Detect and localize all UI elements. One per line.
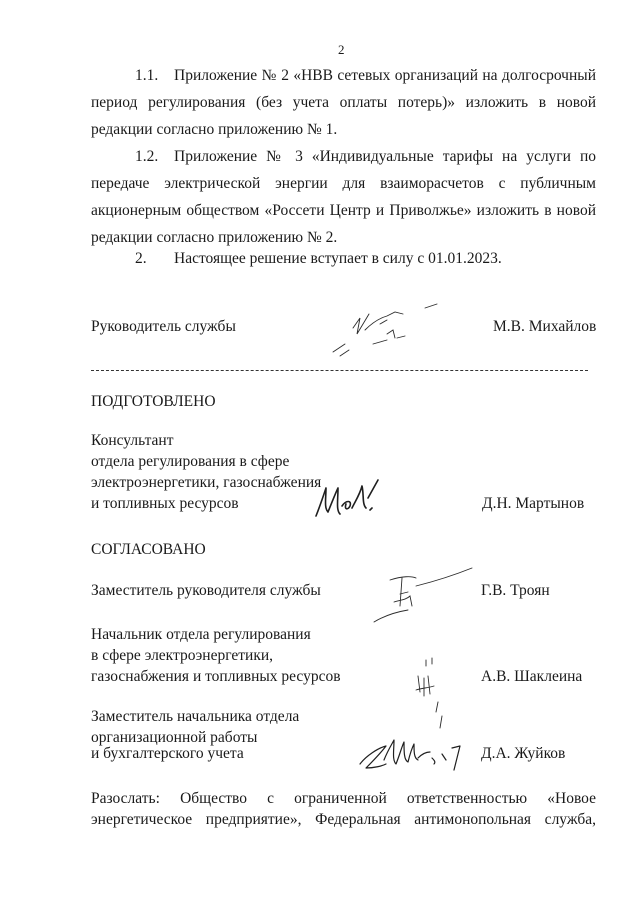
- agreed-2-signature: [404, 656, 454, 732]
- agreed-3-position-line-3: и бухгалтерского учета: [91, 745, 244, 762]
- item-1-2-number: 1.2.: [135, 148, 159, 165]
- page-number: 2: [338, 42, 345, 57]
- agreed-1-name: Г.В. Троян: [481, 582, 550, 599]
- item-1-2-line-1: Приложение № 3 «Индивидуальные тарифы на услуги по: [174, 148, 596, 165]
- agreed-heading: СОГЛАСОВАНО: [91, 541, 206, 558]
- agreed-2-position-line-3: газоснабжения и топливных ресурсов: [91, 668, 341, 685]
- item-1-1-number: 1.1.: [135, 67, 159, 84]
- agreed-2-name: А.В. Шаклеина: [481, 668, 583, 685]
- distribution-line-2: энергетическое предприятие», Федеральная антимонопольная служба,: [91, 811, 596, 828]
- item-2-number: 2.: [135, 250, 147, 267]
- agreed-3-position-line-2: организационной работы: [91, 729, 258, 746]
- agreed-3-signature: [356, 730, 474, 782]
- item-2-text: Настоящее решение вступает в силу с 01.01.2023.: [174, 250, 502, 267]
- agreed-1-position: Заместитель руководителя службы: [91, 582, 321, 599]
- prepared-position-line-1: Консультант: [91, 432, 174, 449]
- agreed-3-position-line-1: Заместитель начальника отдела: [91, 708, 300, 725]
- agreed-1-signature: [372, 566, 482, 626]
- item-1-2-line-4: редакции согласно приложению № 2.: [91, 229, 338, 246]
- agreed-3-name: Д.А. Жуйков: [481, 745, 566, 762]
- separator-line: [91, 370, 588, 371]
- prepared-signature: [312, 476, 382, 524]
- prepared-position-line-3: электроэнергетики, газоснабжения: [91, 474, 322, 491]
- item-1-1-line-3: редакции согласно приложению № 1.: [91, 121, 338, 138]
- prepared-heading: ПОДГОТОВЛЕНО: [91, 393, 216, 410]
- agreed-2-position-line-1: Начальник отдела регулирования: [91, 626, 311, 643]
- distribution-line-1: Разослать: Общество с ограниченной ответственностью «Новое: [91, 790, 596, 807]
- head-title: Руководитель службы: [91, 318, 236, 335]
- prepared-position-line-4: и топливных ресурсов: [91, 495, 239, 512]
- prepared-name: Д.Н. Мартынов: [482, 495, 585, 512]
- agreed-2-position-line-2: в сфере электроэнергетики,: [91, 647, 274, 664]
- item-1-2-line-2: передаче электрической энергии для взаиморасчетов с публичным: [91, 175, 596, 192]
- prepared-position-line-2: отдела регулирования в сфере: [91, 453, 290, 470]
- item-1-1-line-2: период регулирования (без учета оплаты потерь)» изложить в новой: [91, 94, 596, 111]
- item-1-2-line-3: акционерным обществом «Россети Центр и Приволжье» изложить в новой: [91, 202, 596, 219]
- head-name: М.В. Михайлов: [493, 318, 597, 335]
- item-1-1-line-1: Приложение № 2 «НВВ сетевых организаций на долгосрочный: [174, 67, 596, 84]
- head-signature: [325, 300, 450, 362]
